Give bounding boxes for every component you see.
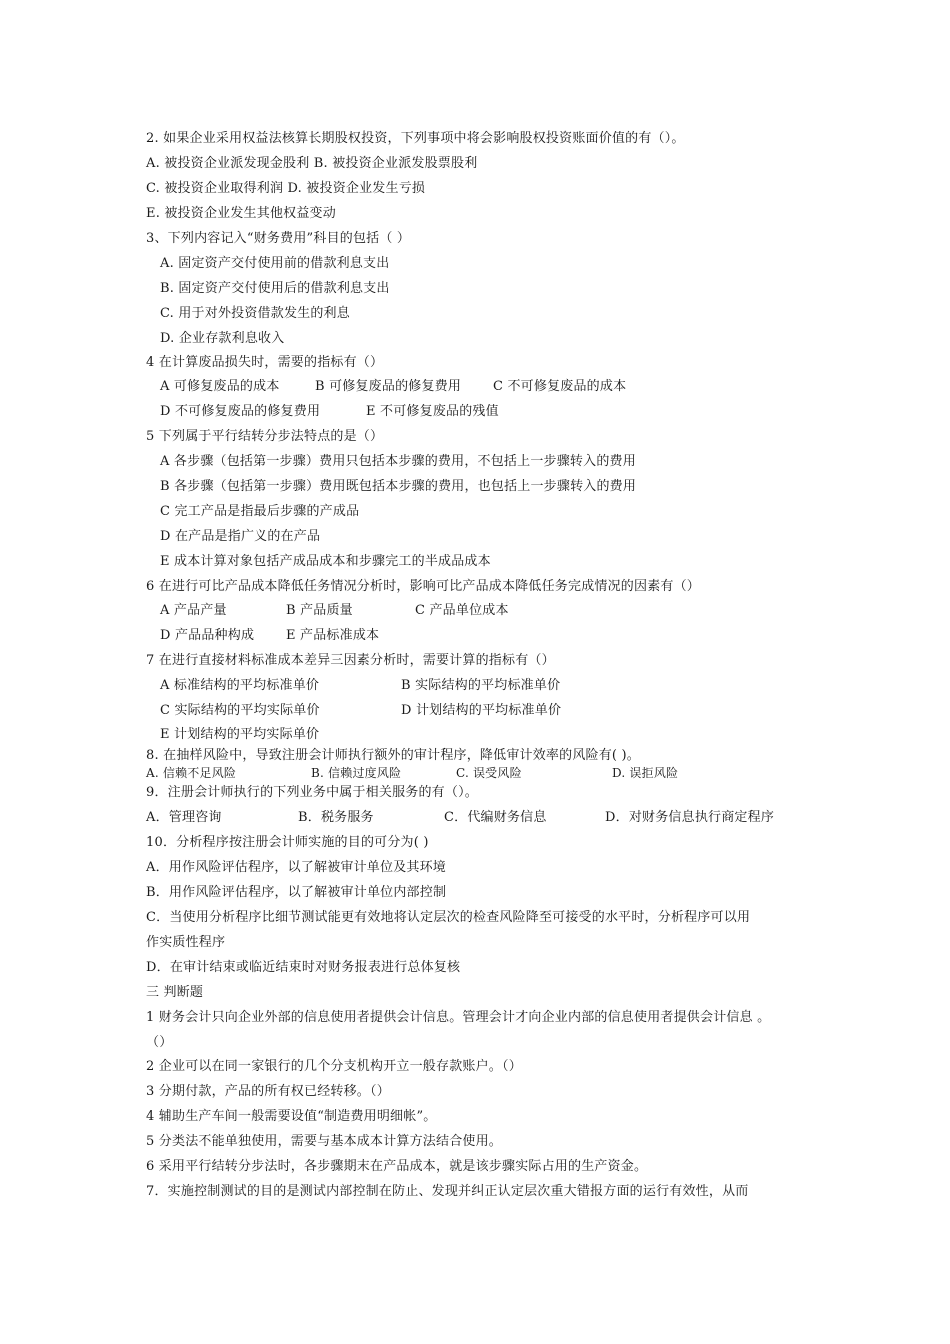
question-6-stem: 6 在进行可比产品成本降低任务情况分析时，影响可比产品成本降低任务完成情况的因素有（） [146,579,701,594]
question-7-options-row-1 [160,678,760,694]
question-5-option-e: E 成本计算对象包括产成品成本和步骤完工的半成品成本 [160,554,491,569]
question-10-option-b: B．用作风险评估程序，以了解被审计单位内部控制 [146,885,447,900]
question-7-option-c: C 实际结构的平均实际单价 [160,703,320,718]
question-2-options-cd: C. 被投资企业取得利润 D. 被投资企业发生亏损 [146,181,426,196]
question-5-option-a: A 各步骤（包括第一步骤）费用只包括本步骤的费用，不包括上一步骤转入的费用 [160,454,636,469]
question-6-option-a: A 产品产量 [160,603,227,618]
question-6-options-row-1 [160,603,760,619]
question-7-option-b: B 实际结构的平均标准单价 [401,678,561,693]
question-2-stem: 2. 如果企业采用权益法核算长期股权投资，下列事项中将会影响股权投资账面价值的有（）。 [146,131,685,146]
judgement-4: 4 辅助生产车间一般需要设值“制造费用明细帐”。 [146,1109,437,1124]
question-3-option-a: A. 固定资产交付使用前的借款利息支出 [160,256,390,271]
question-7-option-e: E 计划结构的平均实际单价 [160,727,320,742]
question-6-option-e: E 产品标准成本 [286,628,380,643]
judgement-6: 6 采用平行结转分步法时，各步骤期末在产品成本，就是该步骤实际占用的生产资金。 [146,1159,648,1174]
question-6-option-c: C 产品单位成本 [415,603,509,618]
question-9-option-a: A．管理咨询 [146,810,222,825]
question-4-option-d: D 不可修复废品的修复费用 [160,404,321,419]
question-4-option-a: A 可修复废品的成本 [160,379,280,394]
question-3-option-d: D. 企业存款利息收入 [160,331,285,346]
question-7-option-d: D 计划结构的平均标准单价 [401,703,562,718]
question-5-stem: 5 下列属于平行结转分步法特点的是（） [146,429,384,444]
judgement-3: 3 分期付款，产品的所有权已经转移。（） [146,1084,390,1099]
question-4-option-b: B 可修复废品的修复费用 [315,379,462,394]
question-3-stem: 3、下列内容记入“财务费用”科目的包括（ ） [146,231,411,246]
question-5-option-d: D 在产品是指广义的在产品 [160,529,321,544]
question-10-option-c-continued: 作实质性程序 [146,935,226,950]
question-10-option-a: A．用作风险评估程序，以了解被审计单位及其环境 [146,860,446,875]
question-4-options-row-2 [160,404,760,420]
question-7-option-a: A 标准结构的平均标准单价 [160,678,320,693]
question-7-options-row-2 [160,703,760,719]
judgement-5: 5 分类法不能单独使用，需要与基本成本计算方法结合使用。 [146,1134,503,1149]
question-10-option-d: D．在审计结束或临近结束时对财务报表进行总体复核 [146,960,461,975]
judgement-1: 1 财务会计只向企业外部的信息使用者提供会计信息。管理会计才向企业内部的信息使用者提供会计信息 。 [146,1010,771,1025]
question-9-stem: 9．注册会计师执行的下列业务中属于相关服务的有（）。 [146,785,478,800]
question-4-stem: 4 在计算废品损失时，需要的指标有（） [146,355,384,370]
question-8-option-c: C. 误受风险 [456,766,522,780]
judgement-2: 2 企业可以在同一家银行的几个分支机构开立一般存款账户。（） [146,1059,522,1074]
question-5-option-c: C 完工产品是指最后步骤的产成品 [160,504,360,519]
question-8-option-d: D. 误拒风险 [612,766,679,780]
question-2-option-e: E. 被投资企业发生其他权益变动 [146,206,336,221]
question-6-option-d: D 产品品种构成 [160,628,255,643]
section-heading-judgement: 三 判断题 [146,985,204,1000]
question-9-option-b: B．税务服务 [298,810,374,825]
question-8-option-b: B. 信赖过度风险 [311,766,402,780]
question-4-option-c: C 不可修复废品的成本 [493,379,627,394]
question-2-options-ab: A. 被投资企业派发现金股利 B. 被投资企业派发股票股利 [146,156,478,171]
question-7-stem: 7 在进行直接材料标准成本差异三因素分析时，需要计算的指标有（） [146,653,555,668]
question-10-option-c: C．当使用分析程序比细节测试能更有效地将认定层次的检查风险降至可接受的水平时，分析程序可以用 [146,910,751,925]
judgement-1-bracket: （） [146,1035,173,1050]
question-8-stem: 8. 在抽样风险中，导致注册会计师执行额外的审计程序，降低审计效率的风险有( )。 [146,748,641,763]
question-9-options [146,810,806,826]
question-3-option-b: B. 固定资产交付使用后的借款利息支出 [160,281,390,296]
question-5-option-b: B 各步骤（包括第一步骤）费用既包括本步骤的费用，也包括上一步骤转入的费用 [160,479,637,494]
question-8-option-a: A. 信赖不足风险 [146,766,237,780]
question-8-options [146,765,746,781]
question-3-option-c: C. 用于对外投资借款发生的利息 [160,306,350,321]
question-4-option-e: E 不可修复废品的残值 [366,404,499,419]
question-9-option-d: D．对财务信息执行商定程序 [605,810,775,825]
question-6-option-b: B 产品质量 [286,603,353,618]
judgement-7: 7．实施控制测试的目的是测试内部控制在防止、发现并纠正认定层次重大错报方面的运行有效性，从而 [146,1184,749,1199]
question-10-stem: 10．分析程序按注册会计师实施的目的可分为( ) [146,835,429,850]
question-6-options-row-2 [160,628,760,644]
question-4-options-row-1 [160,379,760,395]
question-9-option-c: C．代编财务信息 [444,810,547,825]
